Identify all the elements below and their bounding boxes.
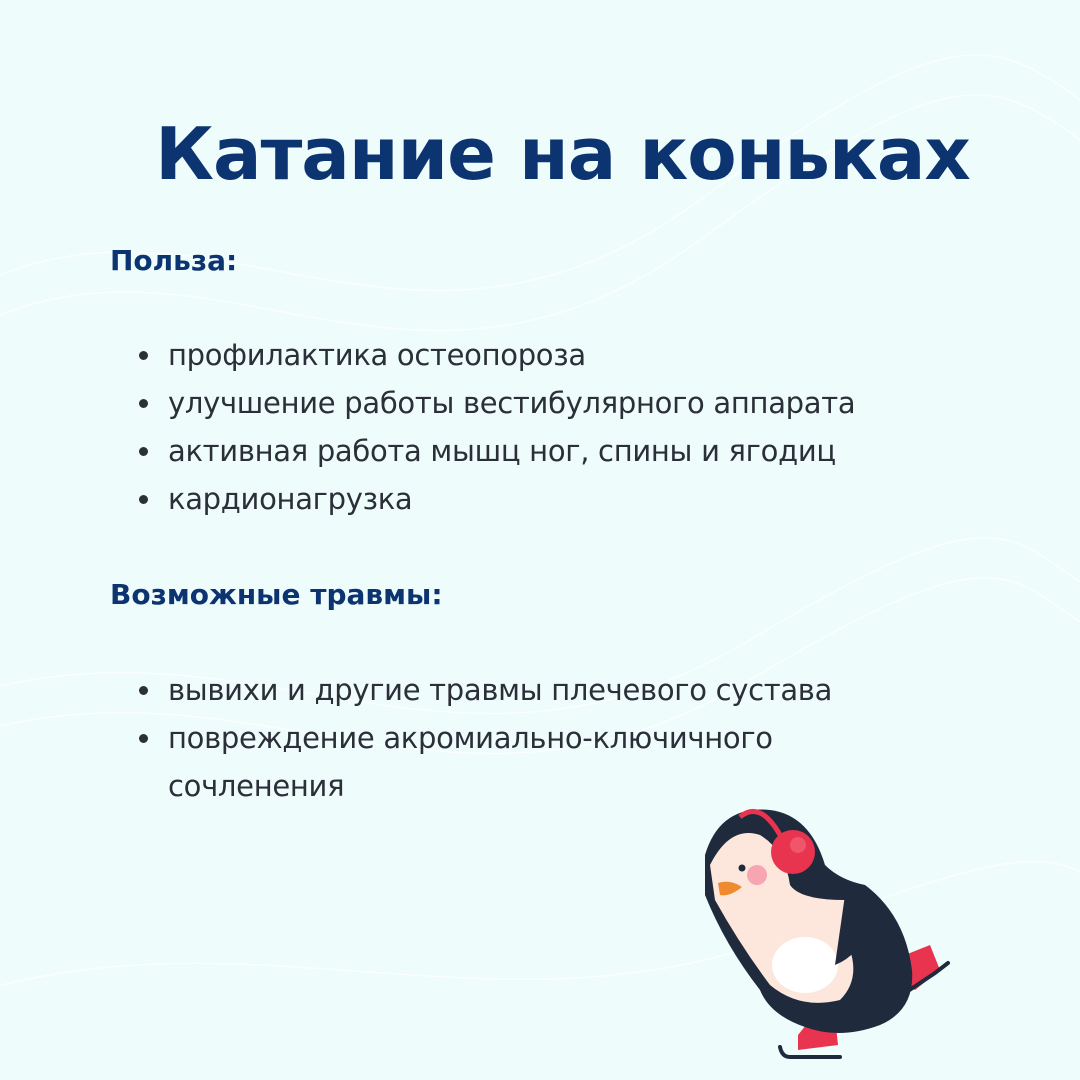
list-item-text: профилактика остеопороза [168,338,586,372]
bullet-icon [139,686,148,695]
bullet-icon [139,447,148,456]
penguin-skating-illustration [690,795,970,1075]
eye-icon [739,865,746,872]
list-item [130,427,970,475]
bullet-icon [139,399,148,408]
injuries-heading: Возможные травмы: [110,578,443,611]
benefits-heading: Польза: [110,244,238,277]
list-item-text: улучшение работы вестибулярного аппарата [168,386,856,420]
page-title: Катание на коньках [155,112,970,196]
list-item [130,666,890,714]
list-item [130,379,970,427]
earmuff-icon [771,830,815,874]
list-item-text: кардионагрузка [168,482,413,516]
list-item [130,475,970,523]
list-item-text: повреждение акромиально-ключичного сочленения [168,721,773,803]
benefits-list [130,331,970,523]
list-item-text: вывихи и другие травмы плечевого сустава [168,673,833,707]
bullet-icon [139,734,148,743]
injuries-list [130,666,890,810]
list-item-text: активная работа мышц ног, спины и ягодиц [168,434,836,468]
list-item [130,331,970,379]
bullet-icon [139,351,148,360]
bullet-icon [139,495,148,504]
